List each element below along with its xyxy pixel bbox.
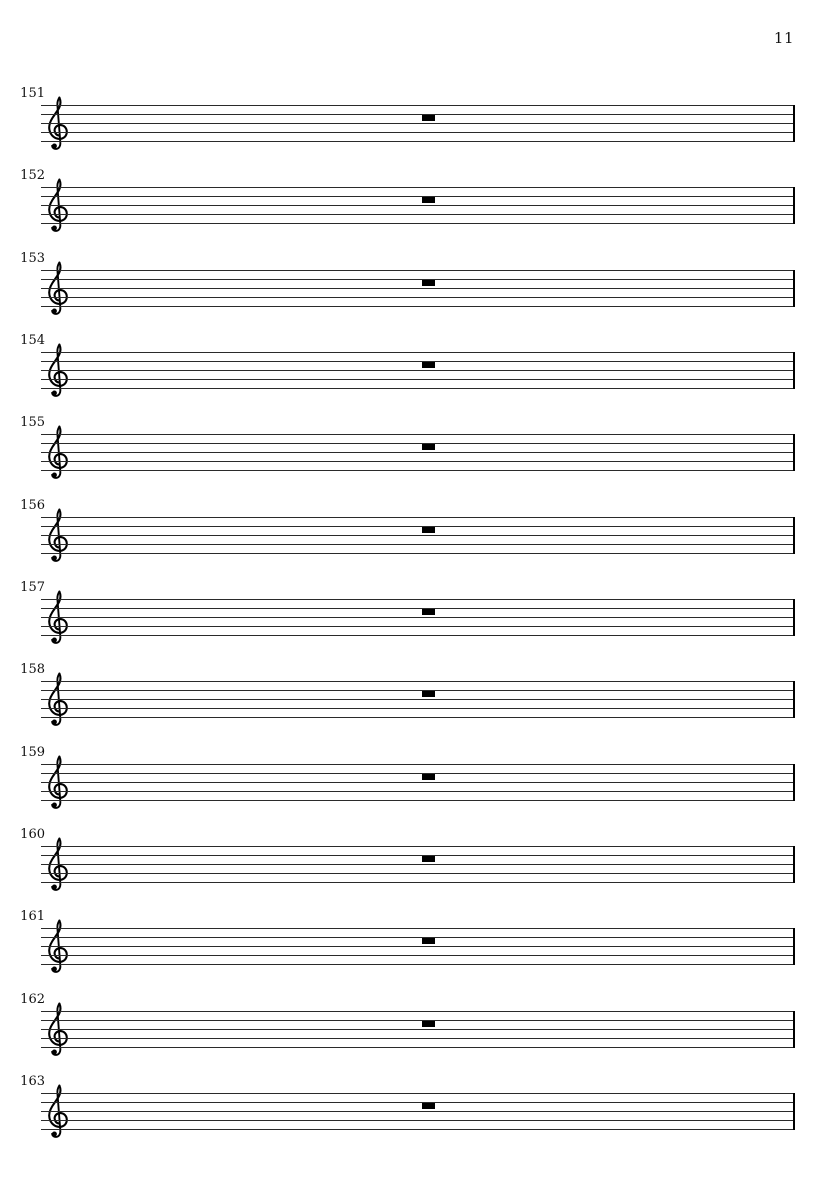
staff-line	[41, 361, 795, 362]
staff-line	[41, 717, 795, 718]
staff-line	[41, 708, 795, 709]
staff-line	[41, 205, 795, 206]
staff-line	[41, 553, 795, 554]
staff-line	[41, 443, 795, 444]
staff-line	[41, 946, 795, 947]
end-barline	[793, 846, 795, 883]
end-barline	[793, 434, 795, 471]
staff-lines	[41, 764, 795, 801]
whole-rest-icon	[422, 938, 435, 944]
end-barline	[793, 187, 795, 224]
staff-line	[41, 764, 795, 765]
staff-line	[41, 196, 795, 197]
staff-line	[41, 955, 795, 956]
whole-rest-icon	[422, 197, 435, 203]
end-barline	[793, 928, 795, 965]
measure-number: 152	[20, 168, 45, 183]
end-barline	[793, 270, 795, 307]
staff-line	[41, 928, 795, 929]
staff-lines	[41, 434, 795, 471]
measure-number: 158	[20, 662, 45, 677]
staff-line	[41, 1093, 795, 1094]
staff-lines	[41, 846, 795, 883]
whole-rest-icon	[422, 1021, 435, 1027]
end-barline	[793, 1093, 795, 1130]
measure-number: 153	[20, 251, 45, 266]
whole-rest-icon	[422, 527, 435, 533]
staff-line	[41, 105, 795, 106]
staff-line	[41, 141, 795, 142]
measure-number: 161	[20, 909, 45, 924]
staff-line	[41, 1120, 795, 1121]
whole-rest-icon	[422, 856, 435, 862]
staff-line	[41, 470, 795, 471]
staff-lines	[41, 187, 795, 224]
staff-line	[41, 434, 795, 435]
end-barline	[793, 517, 795, 554]
staff-line	[41, 1038, 795, 1039]
whole-rest-icon	[422, 362, 435, 368]
measure-number: 157	[20, 580, 45, 595]
staff-lines	[41, 599, 795, 636]
staff-line	[41, 270, 795, 271]
whole-rest-icon	[422, 1103, 435, 1109]
staff-line	[41, 690, 795, 691]
staff-line	[41, 306, 795, 307]
staff-line	[41, 297, 795, 298]
measure-number: 159	[20, 745, 45, 760]
staff-line	[41, 1047, 795, 1048]
staff-line	[41, 937, 795, 938]
staff-lines	[41, 928, 795, 965]
staff-line	[41, 214, 795, 215]
staff-line	[41, 864, 795, 865]
staff-line	[41, 599, 795, 600]
whole-rest-icon	[422, 444, 435, 450]
staff-line	[41, 388, 795, 389]
staff-line	[41, 352, 795, 353]
staff-lines	[41, 1011, 795, 1048]
staff-line	[41, 782, 795, 783]
whole-rest-icon	[422, 280, 435, 286]
staff-line	[41, 223, 795, 224]
staff-lines	[41, 105, 795, 142]
staff-lines	[41, 517, 795, 554]
staff-line	[41, 132, 795, 133]
staff-line	[41, 1129, 795, 1130]
staff-lines	[41, 270, 795, 307]
end-barline	[793, 599, 795, 636]
staff-line	[41, 379, 795, 380]
staff-line	[41, 699, 795, 700]
staff-line	[41, 964, 795, 965]
end-barline	[793, 681, 795, 718]
measure-number: 151	[20, 86, 45, 101]
whole-rest-icon	[422, 609, 435, 615]
staff-line	[41, 517, 795, 518]
staff-line	[41, 608, 795, 609]
staff-line	[41, 800, 795, 801]
staff-line	[41, 1111, 795, 1112]
measure-number: 155	[20, 415, 45, 430]
staff-line	[41, 461, 795, 462]
end-barline	[793, 105, 795, 142]
staff-line	[41, 123, 795, 124]
staff-line	[41, 535, 795, 536]
staff-line	[41, 626, 795, 627]
page-number: 11	[773, 29, 794, 47]
staff-line	[41, 846, 795, 847]
measure-number: 160	[20, 827, 45, 842]
staff-line	[41, 855, 795, 856]
staff-lines	[41, 681, 795, 718]
measure-number: 154	[20, 333, 45, 348]
staff-line	[41, 617, 795, 618]
staff-line	[41, 681, 795, 682]
whole-rest-icon	[422, 691, 435, 697]
staff-line	[41, 279, 795, 280]
measure-number: 163	[20, 1074, 45, 1089]
end-barline	[793, 1011, 795, 1048]
staff-line	[41, 873, 795, 874]
end-barline	[793, 352, 795, 389]
staff-line	[41, 773, 795, 774]
staff-line	[41, 452, 795, 453]
staff-line	[41, 526, 795, 527]
staff-line	[41, 114, 795, 115]
end-barline	[793, 764, 795, 801]
whole-rest-icon	[422, 774, 435, 780]
staff-line	[41, 791, 795, 792]
staff-line	[41, 1020, 795, 1021]
staff-line	[41, 288, 795, 289]
staff-line	[41, 370, 795, 371]
whole-rest-icon	[422, 115, 435, 121]
staff-lines	[41, 352, 795, 389]
staff-line	[41, 1029, 795, 1030]
staff-line	[41, 1011, 795, 1012]
staff-line	[41, 635, 795, 636]
staff-line	[41, 1102, 795, 1103]
staff-line	[41, 187, 795, 188]
staff-lines	[41, 1093, 795, 1130]
measure-number: 156	[20, 498, 45, 513]
staff-line	[41, 544, 795, 545]
staff-line	[41, 882, 795, 883]
measure-number: 162	[20, 992, 45, 1007]
